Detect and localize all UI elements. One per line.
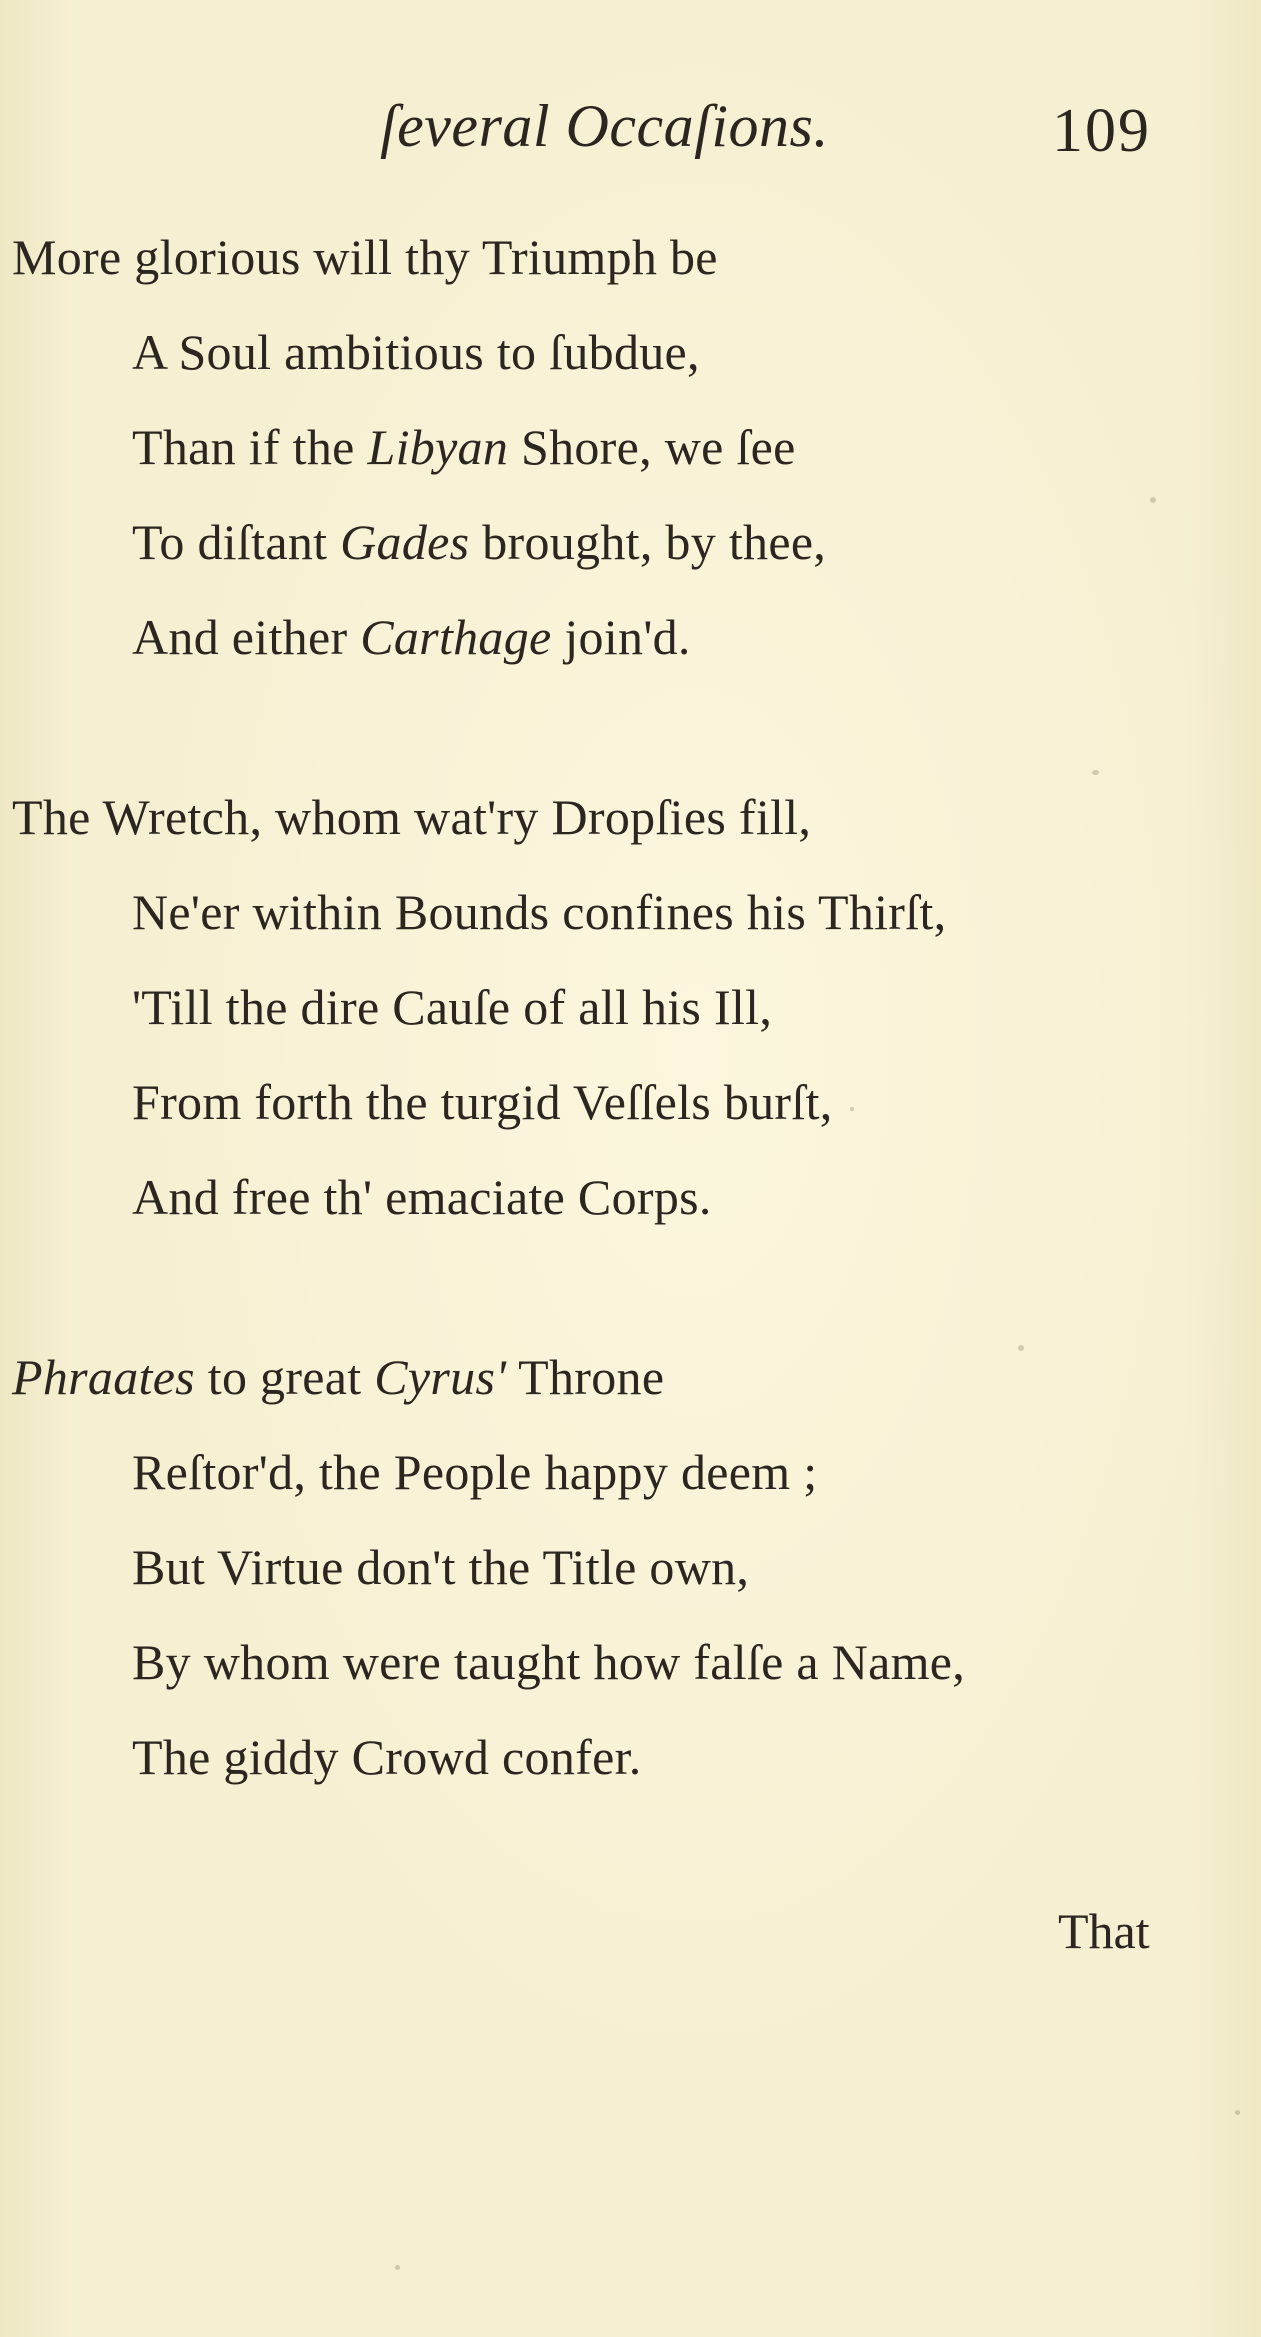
paper-speck <box>1092 770 1099 775</box>
poem-line: Than if the Libyan Shore, we ſee <box>132 419 796 475</box>
poem-line: From forth the turgid Veſſels burſt, <box>132 1074 833 1130</box>
poem-line: And free th' emaciate Corps. <box>132 1169 712 1225</box>
running-head: ſeveral Occaſions. <box>380 93 829 159</box>
paper-speck <box>850 1107 854 1111</box>
poem-line: By whom were taught how falſe a Name, <box>132 1634 966 1690</box>
poem-line: But Virtue don't the Title own, <box>132 1539 750 1595</box>
poem-line: More glorious will thy Triumph be <box>12 229 718 285</box>
poem-line: To diſtant Gades brought, by thee, <box>132 514 827 570</box>
poem-line: A Soul ambitious to ſubdue, <box>132 324 700 380</box>
paper-speck <box>395 2265 400 2270</box>
poem-line: Ne'er within Bounds confines his Thirſt, <box>132 884 947 940</box>
catchword: That <box>1058 1903 1150 1959</box>
poem-line: And either Carthage join'd. <box>132 609 691 665</box>
paper-speck <box>1235 2110 1240 2115</box>
poem-line: Reſtor'd, the People happy deem ; <box>132 1444 818 1500</box>
page-number: 109 <box>1052 97 1151 165</box>
poem-line: 'Till the dire Cauſe of all his Ill, <box>132 979 773 1035</box>
poem-line: Phraates to great Cyrus' Throne <box>12 1349 665 1405</box>
poem-line: The giddy Crowd confer. <box>132 1729 642 1785</box>
poem-line: The Wretch, whom wat'ry Dropſies fill, <box>12 789 812 845</box>
paper-speck <box>1150 497 1156 503</box>
paper-speck <box>1018 1345 1024 1351</box>
